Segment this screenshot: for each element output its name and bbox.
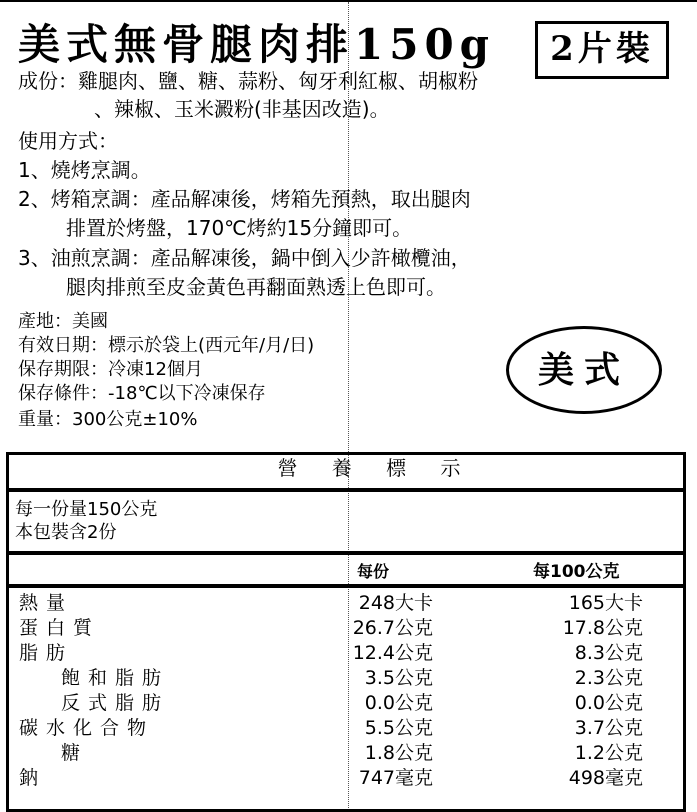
nutrient-name: 飽和脂肪 [61, 667, 170, 689]
per-serving-value: 12.4公克 [352, 642, 433, 664]
nutrient-name: 反式脂肪 [61, 692, 170, 714]
nutrition-row [9, 666, 683, 691]
per-serving-value: 248大卡 [358, 592, 433, 614]
usage-line: 排置於烤盤，170℃烤約15分鐘即可。 [66, 216, 413, 240]
per-100g-value: 498毫克 [568, 767, 643, 789]
usage-heading: 使用方式： [18, 129, 118, 153]
per-serving-value: 0.0公克 [364, 692, 433, 714]
nutrient-name: 鈉 [19, 767, 47, 789]
usage-line: 2、烤箱烹調：產品解凍後，烤箱先預熱，取出腿肉 [18, 187, 471, 211]
nutrient-name: 糖 [61, 742, 89, 764]
nutrient-name: 蛋白質 [19, 617, 101, 639]
per-serving-value: 747毫克 [358, 767, 433, 789]
american-style-stamp: 美式 [506, 326, 662, 414]
origin: 產地：美國 [18, 311, 108, 332]
per-100g-value: 17.8公克 [562, 617, 643, 639]
net-weight: 重量：300公克±10% [18, 409, 198, 430]
col-per-100g: 每100公克 [533, 562, 620, 582]
nutrient-name: 脂肪 [19, 642, 74, 664]
nutrition-title: 營 養 標 示 [277, 456, 475, 480]
per-100g-value: 8.3公克 [574, 642, 643, 664]
col-per-serving: 每份 [357, 562, 390, 581]
per-100g-value: 3.7公克 [574, 717, 643, 739]
per-serving-value: 3.5公克 [364, 667, 433, 689]
per-100g-value: 2.3公克 [574, 667, 643, 689]
servings-per-package: 本包裝含2份 [15, 522, 117, 543]
product-title: 美式無骨腿肉排150g [18, 20, 496, 69]
usage-line: 腿肉排煎至皮金黃色再翻面熟透上色即可。 [66, 275, 446, 299]
usage-line: 1、燒烤烹調。 [18, 158, 151, 182]
divider [9, 551, 683, 555]
per-100g-value: 1.2公克 [574, 742, 643, 764]
shelf-life: 保存期限：冷凍12個月 [18, 359, 203, 380]
per-serving-value: 26.7公克 [352, 617, 433, 639]
nutrient-name: 熱量 [19, 592, 74, 614]
storage-condition: 保存條件：-18℃以下冷凍保存 [18, 383, 266, 404]
divider [9, 584, 683, 588]
per-serving-value: 5.5公克 [364, 717, 433, 739]
ingredients-line-1: 成份：雞腿肉、鹽、糖、蒜粉、匈牙利紅椒、胡椒粉 [18, 69, 478, 93]
usage-line: 3、油煎烹調：產品解凍後，鍋中倒入少許橄欖油， [18, 246, 471, 270]
nutrition-row [9, 616, 683, 641]
nutrition-row [9, 741, 683, 766]
pack-count-box: 2片裝 [535, 21, 669, 79]
per-100g-value: 165大卡 [568, 592, 643, 614]
nutrition-row [9, 691, 683, 716]
ingredients-line-2: 、辣椒、玉米澱粉(非基因改造)。 [94, 97, 390, 121]
divider [9, 488, 683, 492]
nutrition-row [9, 766, 683, 791]
per-serving-value: 1.8公克 [364, 742, 433, 764]
expiry-date: 有效日期：標示於袋上(西元年/月/日) [18, 335, 315, 356]
nutrition-row [9, 591, 683, 616]
nutrition-row [9, 641, 683, 666]
nutrition-row [9, 716, 683, 741]
nutrient-name: 碳水化合物 [19, 717, 155, 739]
serving-size: 每一份量150公克 [15, 499, 158, 520]
per-100g-value: 0.0公克 [574, 692, 643, 714]
nutrition-table [6, 452, 686, 812]
